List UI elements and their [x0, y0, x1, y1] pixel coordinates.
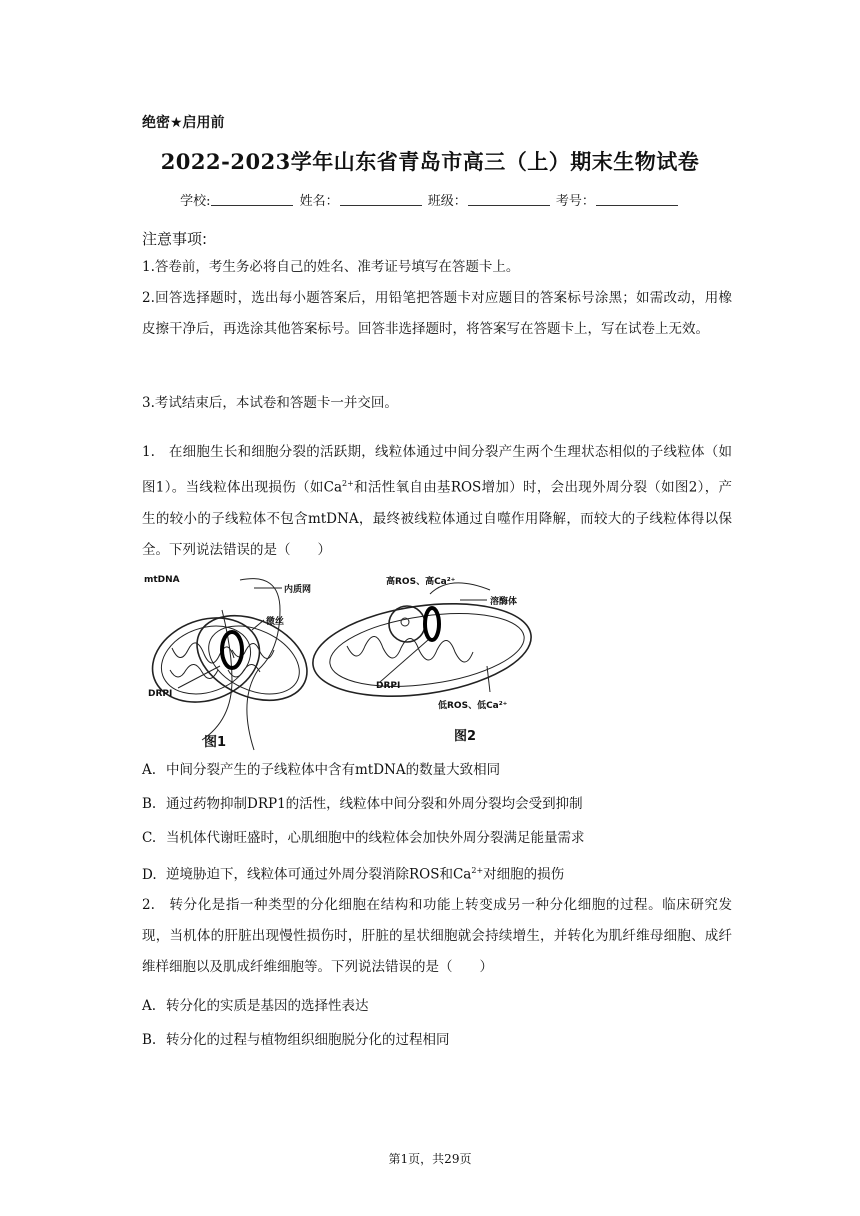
label-mtdna: mtDNA: [144, 575, 180, 585]
notice-item-1: 1.答卷前，考生务必将自己的姓名、准考证号填写在答题卡上。: [142, 259, 520, 275]
q1-option-a[interactable]: [142, 760, 742, 780]
notice-item-3: 3.考试结束后，本试卷和答题卡一并交回。: [142, 395, 398, 411]
class-label: 班级：: [427, 194, 467, 209]
name-label: 姓名：: [299, 194, 339, 209]
option-text: 中间分裂产生的子线粒体中含有mtDNA的数量大致相同: [166, 762, 501, 778]
question-1-stem-part-b: 和活性氧自由基ROS增加）时，会出现外周分裂（如图2），产生的较小的子线粒体不包含mtDNA，最终被线粒体通过自噬作用降解，而较大的子线粒体得以保全。下列说法错误的是（ ）: [142, 479, 732, 558]
option-text: 转分化的实质是基因的选择性表达: [166, 998, 369, 1014]
q1-option-d[interactable]: [142, 861, 742, 885]
q1-option-b[interactable]: [142, 794, 742, 814]
option-letter: B.: [142, 1032, 157, 1048]
exam-number-label: 考号：: [555, 194, 595, 209]
label-microfilament: 微丝: [266, 617, 285, 627]
question-2-stem: [142, 890, 732, 983]
mitochondria-figure: [142, 570, 562, 756]
q2-option-b[interactable]: [142, 1030, 742, 1050]
superscript: 2+: [342, 479, 354, 488]
figure-2-caption: 图2: [454, 729, 477, 744]
page-title: 2022-2023学年山东省青岛市高三（上）期末生物试卷: [160, 149, 700, 174]
superscript: 2+: [471, 866, 484, 875]
notice-item-2: 2.回答选择题时，选出每小题答案后，用铅笔把答题卡对应题目的答案标号涂黑；如需改动，用橡皮擦干净后，再选涂其他答案标号。回答非选择题时，将答案写在答题卡上，写在试卷上无效。: [142, 290, 732, 337]
option-text-part-a: 逆境胁迫下，线粒体可通过外周分裂消除ROS和Ca: [166, 866, 472, 883]
figure-1-drawing: [142, 579, 537, 750]
label-low-ros: 低ROS、低Ca²⁺: [438, 701, 508, 711]
option-text-part-b: 对细胞的损伤: [483, 866, 565, 883]
option-text: 通过药物抑制DRP1的活性，线粒体中间分裂和外周分裂均会受到抑制: [166, 796, 583, 812]
exam-number-blank[interactable]: [596, 193, 678, 206]
label-drp1-fig2: DRPI: [376, 681, 401, 691]
option-letter: A.: [142, 762, 157, 778]
option-text: 当机体代谢旺盛时，心肌细胞中的线粒体会加快外周分裂满足能量需求: [166, 830, 585, 846]
option-letter: C.: [142, 830, 157, 846]
school-blank[interactable]: [211, 193, 293, 206]
student-info-line: [0, 190, 860, 209]
class-blank[interactable]: [468, 193, 550, 206]
q1-option-c[interactable]: [142, 828, 742, 848]
label-er: 内质网: [284, 585, 312, 595]
question-2-stem-text: 转分化是指一种类型的分化细胞在结构和功能上转变成另一种分化细胞的过程。临床研究发现，当机体的肝脏出现慢性损伤时，肝脏的星状细胞就会持续增生，并转化为肌纤维母细胞、成纤维样细胞以及肌成纤维细胞等。下列说法错误的是（ ）: [142, 897, 733, 975]
q2-option-a[interactable]: [142, 996, 742, 1016]
label-lysosome: 溶酶体: [490, 597, 518, 607]
notice-heading: 注意事项:: [142, 230, 208, 248]
figure-1-caption: 图1: [204, 735, 227, 750]
label-high-ros: 高ROS、高Ca²⁺: [386, 577, 456, 587]
question-1-number: 1.: [142, 444, 155, 460]
name-blank[interactable]: [340, 193, 422, 206]
option-letter: A.: [142, 998, 157, 1014]
secret-label: 绝密★启用前: [142, 115, 225, 131]
option-letter: B.: [142, 796, 157, 812]
question-1-stem: [142, 437, 732, 566]
option-text: 转分化的过程与植物组织细胞脱分化的过程相同: [166, 1032, 450, 1048]
question-1-stem-part-a: 在细胞生长和细胞分裂的活跃期，线粒体通过中间分裂产生两个生理状态相似的子线粒体（如图1）。当线粒体出现损伤（如Ca: [142, 444, 733, 496]
school-label: 学校:: [180, 194, 211, 209]
label-drp1-fig1: DRPI: [148, 689, 173, 699]
option-letter: D.: [142, 866, 157, 883]
page-footer: 第1页，共29页: [388, 1152, 472, 1166]
question-2-number: 2.: [142, 897, 155, 913]
